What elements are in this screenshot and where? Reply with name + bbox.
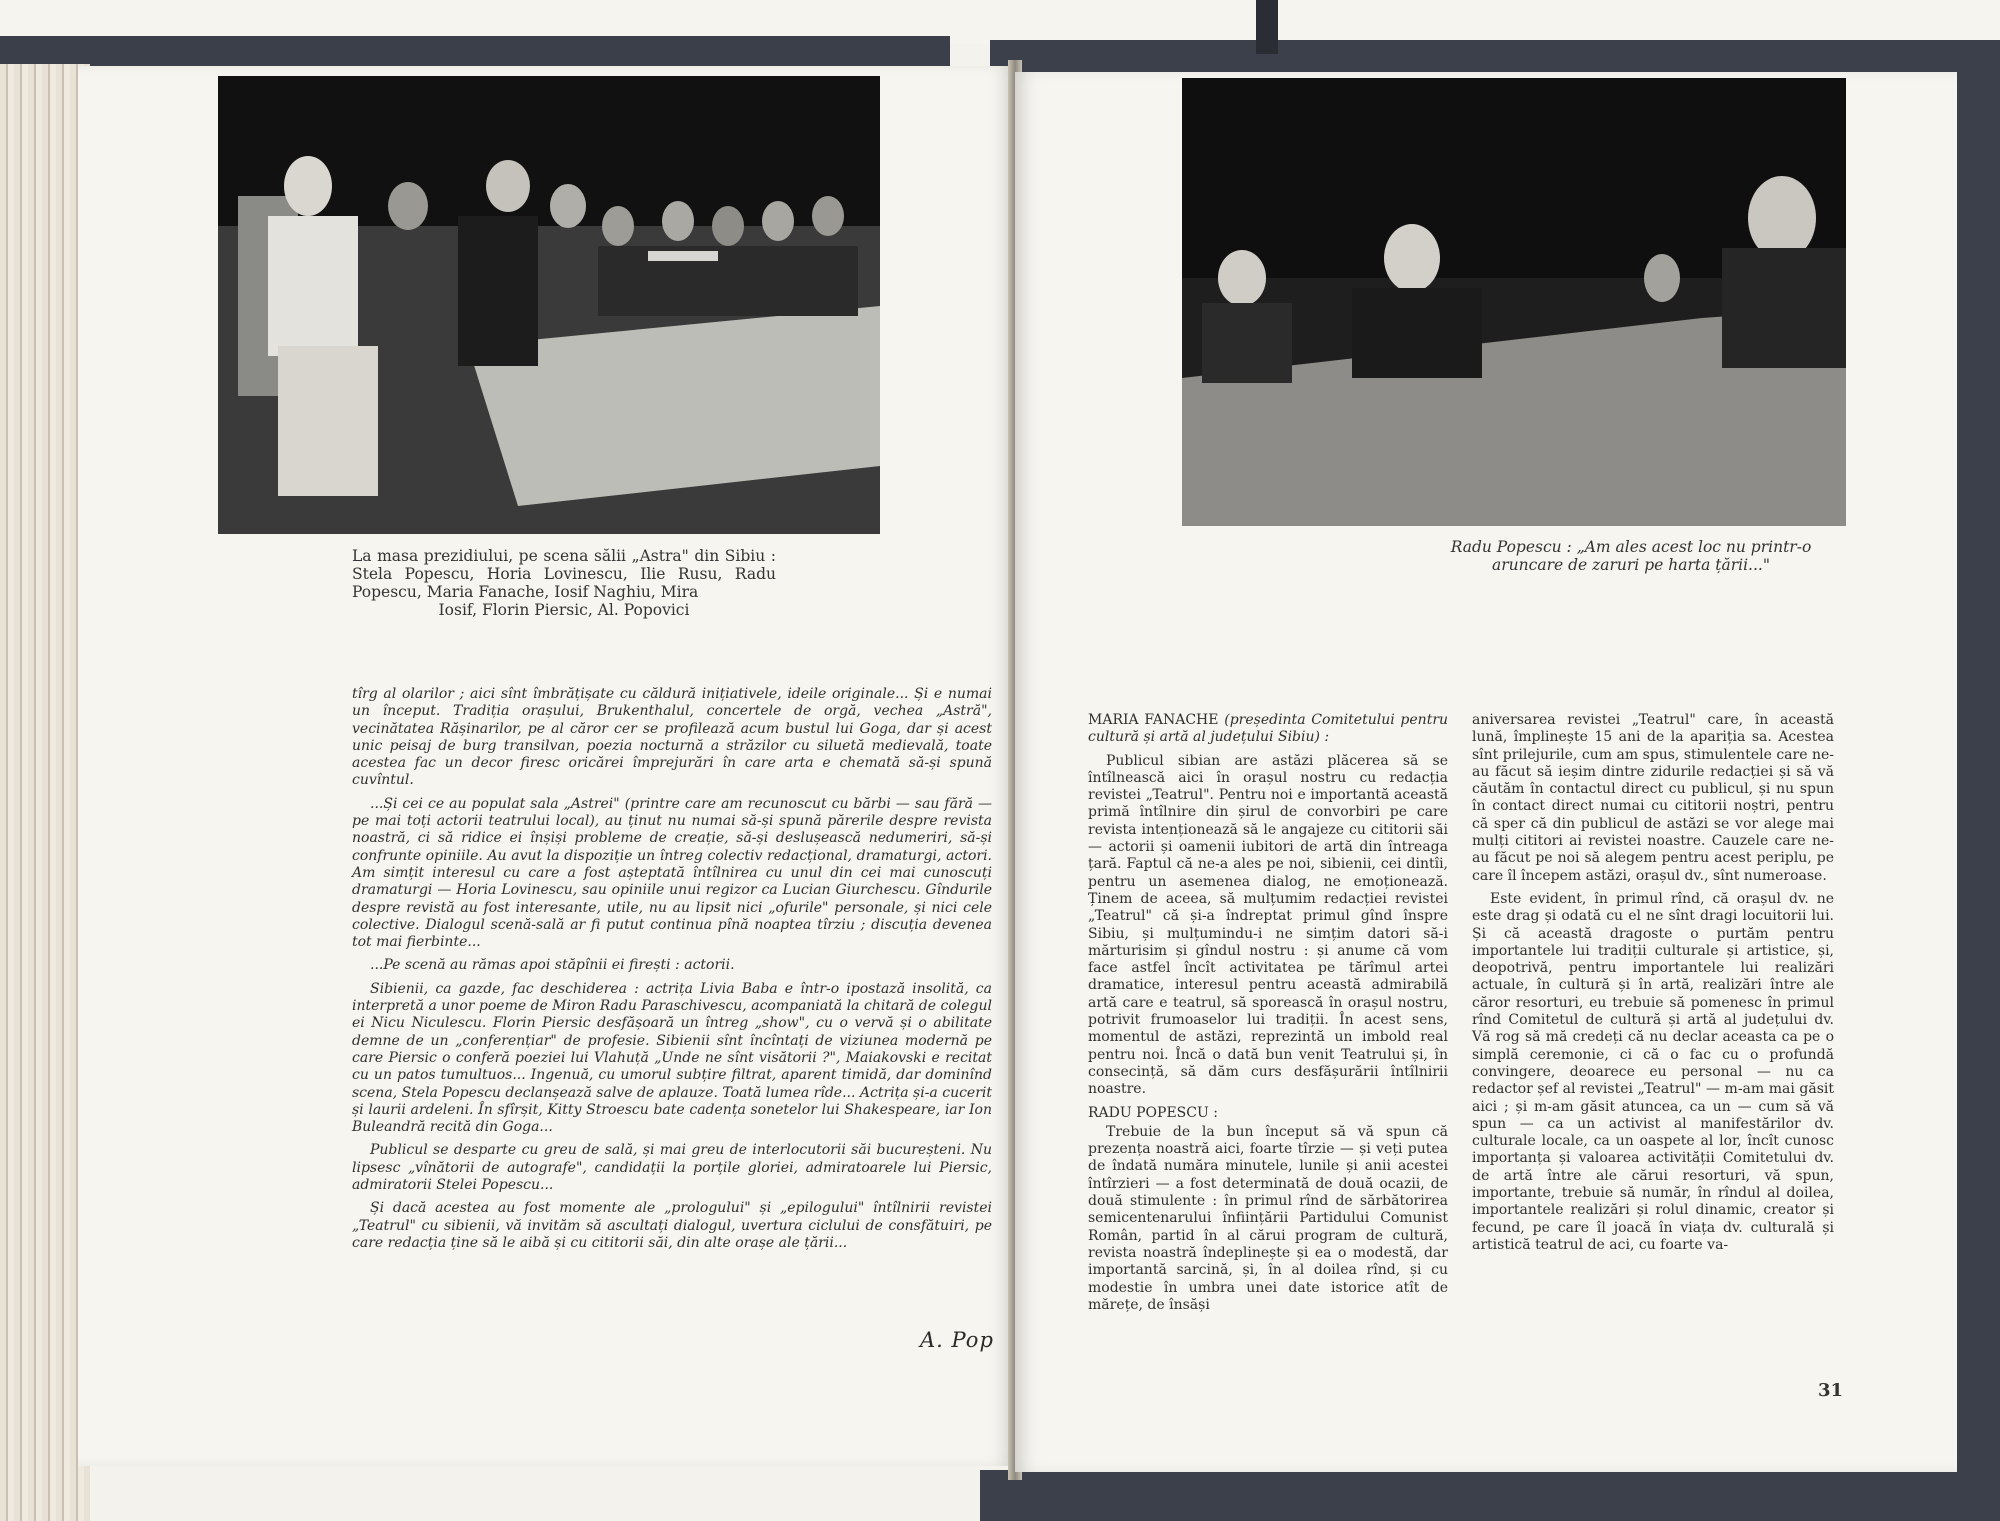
book-cover-left [0, 36, 950, 66]
article-right-column-1 [1088, 712, 1448, 1320]
paragraph: ...Și cei ce au populat sala „Astrei" (printre care am recunoscut cu bărbi — sau fără — pe mai toți actorii teatrului local), au ținut nu numai să-și spună părerile despre revista noastră, ci să ridice ei înșiși probleme de creație, să-și deslușească nedumeriri, să-și confrunte opiniile. Au avut la dispoziție un întreg colectiv redacțional, dramaturgi, actori. Am simțit interesul cu care a fost așteptată întîlnirea cu unul din cei mai cunoscuți dramaturgi — Horia Lovinescu, sau opiniile unui regizor ca Lucian Giurchescu. Gîndurile despre revistă au fost interesante, utile, nu au lipsit nici „ofurile" personale, și nici cele colective. Dialogul scenă-sală ar fi putut continua pînă noaptea tîrziu ; discuția devenea tot mai fierbinte... [352, 795, 992, 951]
caption-line: Iosif, Florin Piersic, Al. Popovici [438, 601, 690, 619]
page-number: 31 [1818, 1380, 1844, 1401]
bookmark-ribbon [1256, 0, 1278, 54]
caption-line: aruncare de zaruri pe harta țării..." [1492, 556, 1770, 574]
paragraph: Trebuie de la bun început să vă spun că prezența noastră aici, foarte tîrzie — și veți putea de îndată număra minutele, lunile și anii acestei întîrzieri — a fost determinată de două ocazii, de două stimulente : în primul rînd de sărbătorirea semicentenarului înființării Partidului Comunist Român, partid în al cărui program de cultură, revista noastră îndeplinește și ea o modestă, dar importantă sarcină, și, în al doilea rînd, și cu modestie în umbra unei date istorice atît de mărețe, de însăși [1088, 1123, 1448, 1313]
photo-presidium-icon [218, 76, 880, 534]
speaker-name: MARIA FANACHE [1088, 712, 1219, 728]
radu-popescu-photo [1182, 78, 1846, 526]
paragraph: Publicul se desparte cu greu de sală, și mai greu de interlocutorii săi bucureșteni. Nu lipsesc „vînătorii de autografe", candidații la porțile gloriei, admiratoarele lui Piersic, admiratorii Stelei Popescu... [352, 1142, 992, 1194]
caption-line: La masa prezidiului, pe scena sălii „Astra" din Sibiu : Stela Popescu, Horia Lovinescu, Ilie Rusu, Radu Popescu, Maria Fanache, Iosif Naghiu, Mira [352, 547, 776, 601]
speaker-heading: RADU POPESCU : [1088, 1104, 1218, 1121]
paragraph: Publicul sibian are astăzi plăcerea să se întîlnească aici în orașul nostru cu redacția revistei „Teatrul". Pentru noi e importantă această primă întîlnire din șirul de convorbiri pe care revista intenționează să le angajeze cu cititorii săi — actorii și oamenii iubitori de artă din întreaga țară. Faptul că ne-a ales pe noi, sibienii, cei dintîi, pentru un asemenea dialog, ne emoționează. Ținem de aceea, să mulțumim redacției revistei „Teatrul" că și-a îndreptat primul gînd înspre Sibiu, și mulțumindu-i ne simțim datori să-i mărturisim și gîndul nostru : și anume că vom face astfel încît activitatea pe tărîmul artei dramatice, interesul pentru această admirabilă artă care e teatrul, să sporească în orașul nostru, potrivit frumoaselor lui tradiții. În acest sens, momentul de astăzi, reprezintă un imbold real pentru noi. Încă o dată bun venit Teatrului și, în consecință, să dăm curs desfășurării întîlnirii noastre. [1088, 752, 1448, 1098]
presidium-photo [218, 76, 880, 534]
book-cover-edge [1955, 40, 2000, 1521]
book-cover-bottom [980, 1470, 2000, 1521]
article-left-column [352, 686, 992, 1258]
paragraph: Sibienii, ca gazde, fac deschiderea : actrița Livia Baba e într-o ipostază insolită, ca interpretă a unor poeme de Miron Radu Paraschivescu, acompaniată la chitară de colegul ei Nicu Niculescu. Florin Piersic desfășoară un întreg „show", cu o vervă și o abilitate demne de un „conferențiar" de profesie. Sibienii sînt încîntați de viziunea modernă pe care Piersic o conferă poeziei lui Vlahuță „Unde ne sînt visătorii ?", Maiakovski e recitat cu un patos tumultuos... Ingenuă, cu umorul subțire filtrat, aparent timidă, dar dominînd scena, Stela Popescu declanșează salve de aplauze. Toată lumea rîde... Actrița și-a cucerit și laurii ardeleni. În sfîrșit, Kitty Stroescu bate cadența sonetelor lui Shakespeare, iar Ion Buleandră recită din Goga... [352, 980, 993, 1136]
paragraph: tîrg al olarilor ; aici sînt îmbrățișate cu căldură inițiativele, ideile originale... Și e numai un început. Tradiția orașului, Brukenthalul, concertele de orgă, vechea „Astră", vecinătatea Rășinarilor, pe al căror cer se profilează acum bustul lui Goga, dar și acest unic peisaj de burg transilvan, poezia nocturnă a străzilor cu siluetă medievală, toate acestea fac un decor firesc oricărei împrejurări în care arta e chemată să-și spună cuvîntul. [352, 686, 992, 789]
presidium-photo-caption [352, 547, 776, 619]
paragraph: aniversarea revistei „Teatrul" care, în această lună, împlinește 15 ani de la apariția sa. Acestea sînt prilejurile, cum am spus, stimulentele care ne-au făcut să ieșim dintre zidurile redacției și să vă căutăm în contactul direct cu publicul, și nu spun în contact direct numai cu cititorii noștri, pentru că sper că din publicul de astăzi se vor alege mai mulți cititori ai revistei noastre. Cauzele care ne-au făcut pe noi să alegem pentru acest periplu, pe care îl începem astăzi, orașul dv., sînt numeroase. [1472, 712, 1834, 884]
paragraph: Este evident, în primul rînd, că orașul dv. ne este drag și odată cu el ne sînt dragi locuitorii lui. Și că această dragoste o purtăm pentru importantele lui tradiții culturale și artistice, și, deopotrivă, pentru importantele lui realizări actuale, în cultură și în artă, realizări între ale căror resorturi, eu trebuie să pomenesc în primul rînd Comitetul de cultură și artă al județului dv. Vă rog să mă credeți că nu declar aceasta ca pe o simplă ceremonie, ci că o fac cu o profundă convingere, deoarece eu personal — nu ca redactor șef al revistei „Teatrul" — m-am mai găsit aici ; și m-am găsit atuncea, ca un — cum să vă spun — ca un activist al manifestărilor dv. culturale locale, ca un oaspete al lor, încît cunosc importanța și valoarea activității Comitetului dv. de artă între ale cărui resorturi, vă spun, importante, trebuie să număr, în rîndul al doilea, importantele realizări și rolul dinamic, creator și fecund, pe care îl joacă în viața dv. culturală și artistică teatrul de aci, cu foarte va- [1472, 890, 1834, 1253]
paragraph: ...Pe scenă au rămas apoi stăpînii ei firești : actorii. [370, 957, 735, 974]
page-edges [0, 64, 90, 1521]
photo-radu-popescu-icon [1182, 78, 1846, 526]
article-right-column-2 [1472, 712, 1834, 1260]
radu-popescu-photo-caption [1416, 538, 1846, 574]
speaker-role: (președinta Comitetului pentru cultură și artă al județului Sibiu) : [1088, 712, 1449, 746]
author-signature: A. Pop [920, 1328, 994, 1352]
caption-line: Radu Popescu : „Am ales acest loc nu printr-o [1450, 538, 1812, 556]
speaker-heading [1088, 712, 1448, 747]
paragraph: Și dacă acestea au fost momente ale „prologului" și „epilogului" întîlnirii revistei „Teatrul" cu sibienii, vă invităm să ascultați dialogul, uvertura ciclului de consfătuiri, pe care redacția ține să le aibă și cu cititorii săi, din alte orașe ale țării... [352, 1200, 992, 1251]
